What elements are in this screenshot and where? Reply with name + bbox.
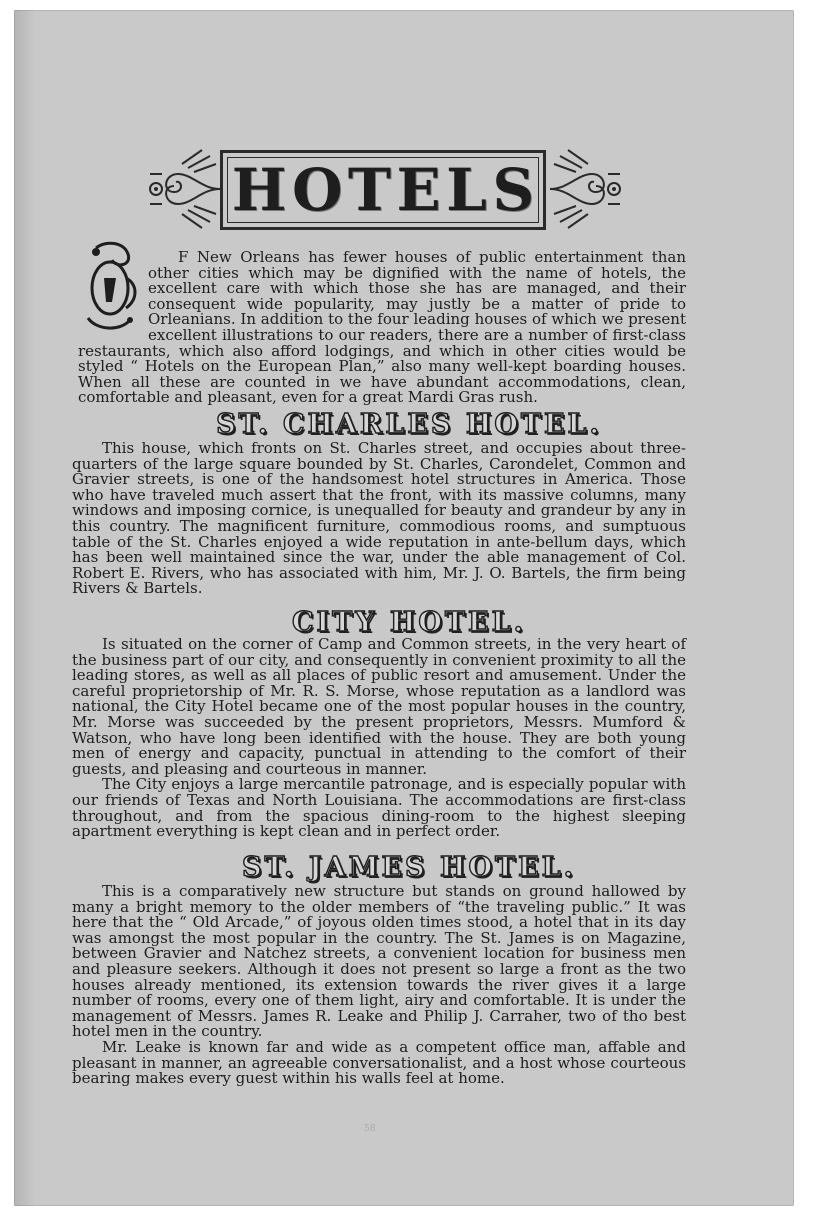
intro-paragraph xyxy=(78,250,686,406)
title-letter: O xyxy=(291,156,343,224)
title-letter: S xyxy=(492,156,535,224)
section-heading-st-charles: ST. CHARLES HOTEL. xyxy=(216,409,602,440)
paragraph: This is a comparatively new structure but stands on ground hallowed by many a bright memory to the older members of “the traveling public.” It was here that the “ Old Arcade,” of joyous olden times stood, a hotel that in its day was amongst the most popular in the country. The St. James is on Magazine, between Gravier and Natchez streets, a convenient location for business men and pleasure seekers. Although it does not present so large a front as the two houses already mentioned, its extension towards the river gives it a large number of rooms, every one of them light, airy and comfortable. It is under the management of Messrs. James R. Leake and Philip J. Carraher, two of tho best hotel men in the country. xyxy=(72,882,686,1041)
section-heading-st-james: ST. JAMES HOTEL. xyxy=(241,852,577,883)
paragraph: Mr. Leake is known far and wide as a competent office man, affable and pleasant in manner, an agreeable conversationalist, and a host whose courteous bearing makes every guest within his walls feel at home. xyxy=(72,1037,686,1088)
title-letter: L xyxy=(446,156,487,224)
flourish-left-icon xyxy=(142,144,222,234)
section-body-city xyxy=(72,637,686,840)
section-body-st-james xyxy=(72,884,686,1087)
flourish-right-icon xyxy=(548,144,628,234)
title-letter: E xyxy=(396,156,441,224)
title-letter: T xyxy=(347,156,392,224)
page-title xyxy=(220,150,546,230)
page-number: 58 xyxy=(364,1124,376,1134)
paragraph: Is situated on the corner of Camp and Common streets, in the very heart of the business part of our city, and consequently in convenient proximity to all the leading stores, as well as all places of public resort and amusement. Under the careful proprietorship of Mr. R. S. Morse, whose reputation as a landlord was national, the City Hotel became one of the most popular houses in the country, Mr. Morse was succeeded by the present proprietors, Messrs. Mumford & Watson, who have long been identified with the house. They are both young men of energy and capacity, punctual in attending to the comfort of their guests, and pleasing and courteous in manner. xyxy=(72,635,686,778)
title-letter: H xyxy=(231,156,287,224)
intro-text: F New Orleans has fewer houses of public entertainment than other cities which may be dignified with the name of hotels, the excellent care with which those she has are managed, and their consequent wide popularity, may justly be a matter of pride to Orleanians. In addition to the four leading houses of which we present excellent illustrations to our readers, there are a number of first-class restaurants, which also afford lodgings, and which in other cities would be styled “ Hotels on the European Plan,” also many well-kept boarding houses. When all these are counted in we have abundant accommodations, clean, comfortable and pleasant, even for a great Mardi Gras rush. xyxy=(78,248,686,407)
paragraph: The City enjoys a large mercantile patronage, and is especially popular with our friends of Texas and North Louisiana. The accommodations are first-class throughout, and from the spacious dining-room to the highest sleeping apartment everything is kept clean and in perfect order. xyxy=(72,775,686,841)
section-heading-city: CITY HOTEL. xyxy=(292,607,526,638)
section-body-st-charles xyxy=(72,441,686,597)
paragraph: This house, which fronts on St. Charles street, and occupies about three-quarters of the large square bounded by St. Charles, Carondelet, Common and Gravier streets, is one of the handsomest hotel structures in America. Those who have traveled much assert that the front, with its massive columns, many windows and imposing cornice, is unequalled for beauty and grandeur by any in this country. The magnificent furniture, commodious rooms, and sumptuous table of the St. Charles enjoyed a wide reputation in ante-bellum days, which has been well maintained since the war, under the able management of Col. Robert E. Rivers, who has associated with him, Mr. J. O. Bartels, the firm being Rivers & Bartels. xyxy=(72,439,686,598)
